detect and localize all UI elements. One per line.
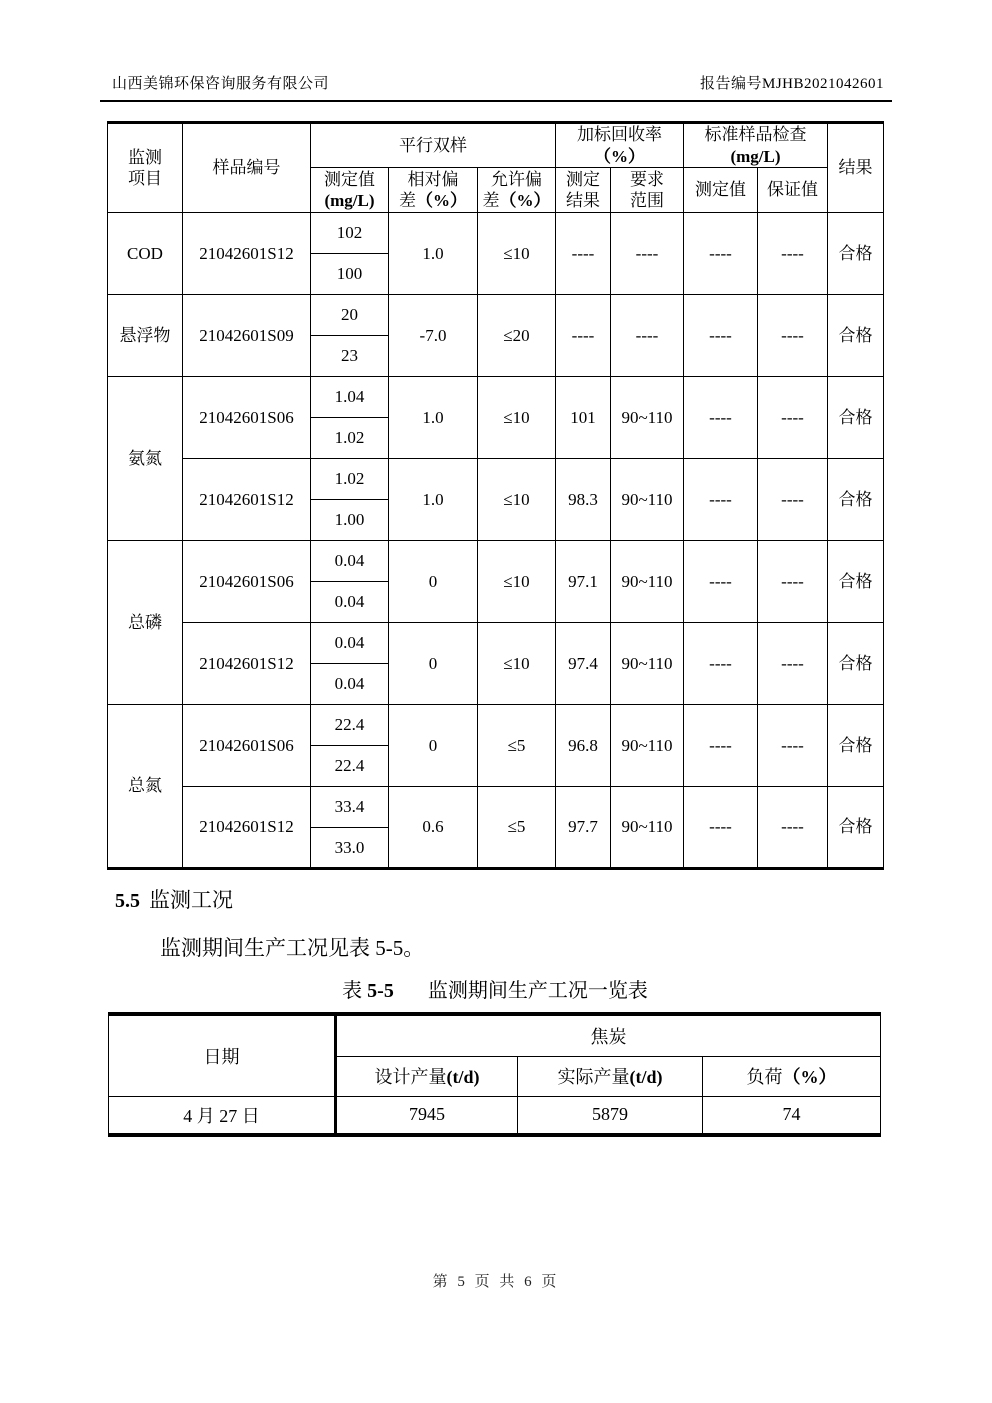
qa-standard-measured-cell: ---- [684, 541, 758, 623]
production-design-cell: 7945 [336, 1096, 518, 1135]
qa-standard-measured-cell: ---- [684, 213, 758, 295]
qa-value2-cell: 0.04 [311, 582, 389, 623]
qa-item-cell: 总磷 [108, 541, 183, 705]
qa-result-cell: 合格 [828, 623, 884, 705]
qa-standard-certified-cell: ---- [758, 377, 828, 459]
qa-header-row [108, 123, 884, 168]
qa-allow-dev-cell: ≤5 [478, 705, 556, 787]
col-header-date: 日期 [109, 1014, 336, 1096]
qa-row [108, 705, 884, 746]
col-group-recovery [556, 123, 684, 168]
qa-recovery-result-cell: 97.4 [556, 623, 611, 705]
qa-row [108, 787, 884, 828]
qa-item-cell: COD [108, 213, 183, 295]
col-header-recovery-result-line2: 结果 [566, 191, 600, 210]
qa-allow-dev-cell: ≤10 [478, 459, 556, 541]
col-header-allow-dev-line2: 差（%） [482, 191, 551, 210]
qa-allow-dev-cell: ≤10 [478, 541, 556, 623]
col-header-load: 负荷（%） [703, 1056, 881, 1096]
col-group-standard-label: 标准样品检查 [704, 125, 807, 145]
qa-value2-cell: 0.04 [311, 664, 389, 705]
qa-recovery-result-cell: 97.1 [556, 541, 611, 623]
section-paragraph: 监测期间生产工况见表 5-5。 [160, 936, 425, 960]
qa-row [108, 213, 884, 254]
qa-rel-dev-cell: 0 [389, 623, 478, 705]
col-header-measured-label: 测定值 [324, 169, 375, 189]
qa-recovery-result-cell: 97.7 [556, 787, 611, 869]
qa-sample-id-cell: 21042601S12 [183, 787, 311, 869]
qa-value1-cell: 33.4 [311, 787, 389, 828]
qa-allow-dev-cell: ≤20 [478, 295, 556, 377]
qa-standard-certified-cell: ---- [758, 623, 828, 705]
qa-standard-certified-cell: ---- [758, 541, 828, 623]
qa-recovery-result-cell: 98.3 [556, 459, 611, 541]
qa-result-cell: 合格 [828, 213, 884, 295]
col-header-sample-id: 样品编号 [183, 123, 311, 213]
production-actual-cell: 5879 [518, 1096, 703, 1135]
production-data-row [109, 1096, 881, 1135]
qa-rel-dev-cell: 0.6 [389, 787, 478, 869]
col-group-parallel: 平行双样 [311, 123, 556, 168]
qa-recovery-range-cell: 90~110 [611, 541, 684, 623]
qa-standard-measured-cell: ---- [684, 705, 758, 787]
qa-allow-dev-cell: ≤10 [478, 377, 556, 459]
qa-standard-measured-cell: ---- [684, 377, 758, 459]
qa-item-cell: 总氮 [108, 705, 183, 869]
qa-item-cell: 氨氮 [108, 377, 183, 541]
col-header-actual-output: 实际产量(t/d) [518, 1056, 703, 1096]
qa-standard-certified-cell: ---- [758, 705, 828, 787]
col-header-allow-dev-line1: 允许偏 [491, 169, 542, 189]
qa-recovery-result-cell: ---- [556, 213, 611, 295]
production-header-row [109, 1014, 881, 1056]
table-caption [107, 974, 883, 1003]
qa-recovery-range-cell: 90~110 [611, 623, 684, 705]
col-group-recovery-label: 加标回收率 [577, 125, 662, 145]
qa-standard-measured-cell: ---- [684, 623, 758, 705]
qa-standard-certified-cell: ---- [758, 295, 828, 377]
qa-rel-dev-cell: 1.0 [389, 377, 478, 459]
col-header-rel-dev-line2: 差（%） [399, 191, 467, 210]
qa-sample-id-cell: 21042601S12 [183, 623, 311, 705]
col-group-recovery-unit: （%） [594, 146, 645, 166]
production-date-cell: 4 月 27 日 [109, 1096, 336, 1135]
qa-sample-id-cell: 21042601S06 [183, 541, 311, 623]
qa-standard-measured-cell: ---- [684, 459, 758, 541]
qa-item-cell: 悬浮物 [108, 295, 183, 377]
qa-sample-id-cell: 21042601S06 [183, 377, 311, 459]
table-caption-number: 5-5 [367, 980, 394, 1002]
col-header-result: 结果 [828, 123, 884, 213]
qa-recovery-range-cell: 90~110 [611, 787, 684, 869]
col-header-rel-dev [389, 168, 478, 213]
qa-value1-cell: 22.4 [311, 705, 389, 746]
qa-row [108, 459, 884, 500]
qa-value2-cell: 22.4 [311, 746, 389, 787]
page-footer: 第 5 页 共 6 页 [432, 1274, 560, 1290]
qa-value2-cell: 1.02 [311, 418, 389, 459]
qa-sample-id-cell: 21042601S12 [183, 213, 311, 295]
col-header-rel-dev-line1: 相对偏 [407, 169, 459, 189]
col-header-recovery-result-line1: 测定 [566, 169, 600, 189]
qa-standard-certified-cell: ---- [758, 213, 828, 295]
section-title: 监测工况 [149, 888, 233, 912]
col-header-allow-dev [478, 168, 556, 213]
qa-rel-dev-cell: 0 [389, 541, 478, 623]
qa-allow-dev-cell: ≤10 [478, 623, 556, 705]
qa-result-cell: 合格 [828, 459, 884, 541]
qa-recovery-range-cell: ---- [611, 295, 684, 377]
qa-standard-certified-cell: ---- [758, 459, 828, 541]
table-caption-prefix: 表 [342, 980, 363, 1002]
qa-standard-measured-cell: ---- [684, 295, 758, 377]
col-header-recovery-range-line1: 要求 [630, 169, 664, 189]
qa-row [108, 377, 884, 418]
qa-value1-cell: 1.02 [311, 459, 389, 500]
qa-allow-dev-cell: ≤5 [478, 787, 556, 869]
qa-value2-cell: 23 [311, 336, 389, 377]
col-header-measured-value [311, 168, 389, 213]
col-header-item-line1: 监测 [128, 147, 162, 167]
section-number: 5.5 [115, 890, 140, 912]
company-name: 山西美锦环保咨询服务有限公司 [112, 76, 330, 92]
col-header-design-output: 设计产量(t/d) [336, 1056, 518, 1096]
col-header-item [108, 123, 183, 213]
col-header-item-line2: 项目 [128, 169, 162, 188]
qa-value2-cell: 100 [311, 254, 389, 295]
table-caption-title: 监测期间生产工况一览表 [427, 980, 648, 1002]
qa-recovery-range-cell: 90~110 [611, 377, 684, 459]
col-header-standard-certified: 保证值 [758, 168, 828, 213]
qa-sample-id-cell: 21042601S09 [183, 295, 311, 377]
qa-result-cell: 合格 [828, 295, 884, 377]
col-header-measured-unit: (mg/L) [324, 191, 375, 210]
section-heading [115, 884, 233, 914]
qa-allow-dev-cell: ≤10 [478, 213, 556, 295]
qa-recovery-result-cell: 101 [556, 377, 611, 459]
qa-value1-cell: 20 [311, 295, 389, 336]
production-load-cell: 74 [703, 1096, 881, 1135]
qa-rel-dev-cell: 1.0 [389, 459, 478, 541]
qa-row [108, 295, 884, 336]
col-header-recovery-range [611, 168, 684, 213]
qa-value1-cell: 0.04 [311, 623, 389, 664]
qa-standard-measured-cell: ---- [684, 787, 758, 869]
qa-result-cell: 合格 [828, 705, 884, 787]
col-group-standard-unit: (mg/L) [730, 146, 781, 166]
col-header-standard-measured: 测定值 [684, 168, 758, 213]
qa-value2-cell: 33.0 [311, 828, 389, 869]
qa-value1-cell: 0.04 [311, 541, 389, 582]
qa-recovery-range-cell: ---- [611, 213, 684, 295]
page-header [100, 72, 892, 102]
qa-sample-id-cell: 21042601S06 [183, 705, 311, 787]
qa-recovery-result-cell: 96.8 [556, 705, 611, 787]
col-group-standard [684, 123, 828, 168]
qa-standard-certified-cell: ---- [758, 787, 828, 869]
production-table [108, 1012, 881, 1137]
qa-recovery-range-cell: 90~110 [611, 705, 684, 787]
qa-row [108, 623, 884, 664]
qa-rel-dev-cell: 1.0 [389, 213, 478, 295]
qa-row [108, 541, 884, 582]
qa-value2-cell: 1.00 [311, 500, 389, 541]
qa-recovery-range-cell: 90~110 [611, 459, 684, 541]
col-group-coke: 焦炭 [336, 1014, 881, 1056]
qa-table [107, 121, 884, 870]
qa-sample-id-cell: 21042601S12 [183, 459, 311, 541]
qa-rel-dev-cell: -7.0 [389, 295, 478, 377]
qa-result-cell: 合格 [828, 787, 884, 869]
col-header-recovery-range-line2: 范围 [630, 191, 664, 210]
qa-result-cell: 合格 [828, 377, 884, 459]
qa-value1-cell: 1.04 [311, 377, 389, 418]
qa-rel-dev-cell: 0 [389, 705, 478, 787]
qa-recovery-result-cell: ---- [556, 295, 611, 377]
col-header-recovery-result [556, 168, 611, 213]
qa-result-cell: 合格 [828, 541, 884, 623]
qa-value1-cell: 102 [311, 213, 389, 254]
report-number: 报告编号MJHB2021042601 [699, 76, 884, 92]
